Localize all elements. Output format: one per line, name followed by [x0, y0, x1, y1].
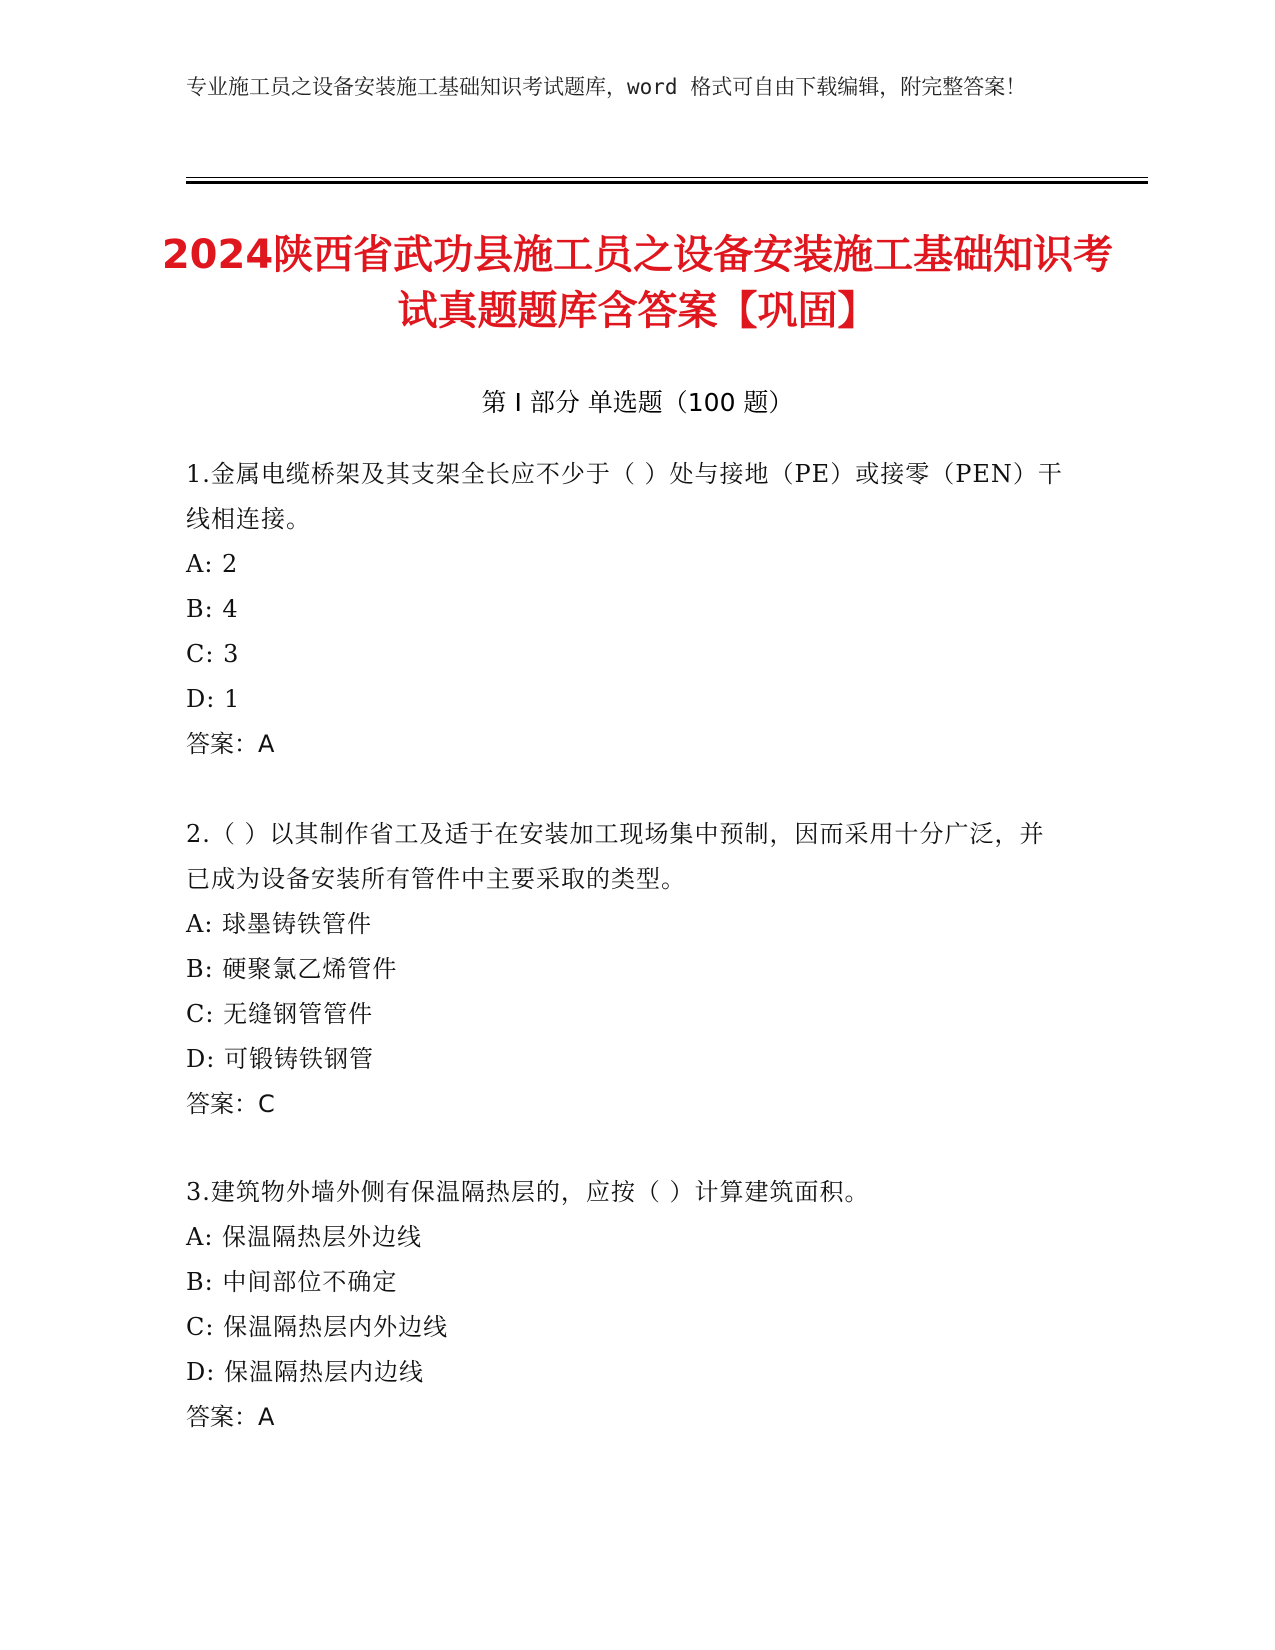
header-note: 专业施工员之设备安装施工基础知识考试题库，word 格式可自由下载编辑，附完整答案！ — [186, 75, 1027, 99]
question-stem: 2.（ ）以其制作省工及适于在安装加工现场集中预制，因而采用十分广泛，并已成为设备安装所有管件中主要采取的类型。 — [186, 820, 1045, 893]
option-b: B: 4 — [186, 595, 239, 623]
question-2 — [186, 812, 1066, 1127]
option-b: B: 硬聚氯乙烯管件 — [186, 955, 398, 983]
option-d: D: 可锻铸铁钢管 — [186, 1045, 374, 1073]
question-stem: 3.建筑物外墙外侧有保温隔热层的，应按（ ）计算建筑面积。 — [186, 1178, 870, 1206]
answer: 答案：C — [186, 1090, 275, 1118]
option-b: B: 中间部位不确定 — [186, 1268, 398, 1296]
header-divider-thick — [186, 181, 1148, 184]
option-a: A: 球墨铸铁管件 — [186, 910, 373, 938]
option-c: C: 3 — [186, 640, 240, 668]
option-c: C: 保温隔热层内外边线 — [186, 1313, 449, 1341]
option-c: C: 无缝钢管管件 — [186, 1000, 374, 1028]
option-d: D: 1 — [186, 685, 241, 713]
question-stem: 1.金属电缆桥架及其支架全长应不少于（ ）处与接地（PE）或接零（PEN）干线相连接。 — [186, 460, 1063, 533]
answer: 答案：A — [186, 1403, 275, 1431]
option-a: A: 2 — [186, 550, 239, 578]
header-divider-thin — [186, 177, 1148, 178]
question-3 — [186, 1170, 1066, 1440]
document-title: 2024陕西省武功县施工员之设备安装施工基础知识考试真题题库含答案【巩固】 — [161, 232, 1114, 334]
section-heading: 第 I 部分 单选题（100 题） — [481, 388, 794, 417]
answer: 答案：A — [186, 730, 275, 758]
question-1 — [186, 452, 1066, 767]
option-d: D: 保温隔热层内边线 — [186, 1358, 424, 1386]
option-a: A: 保温隔热层外边线 — [186, 1223, 423, 1251]
